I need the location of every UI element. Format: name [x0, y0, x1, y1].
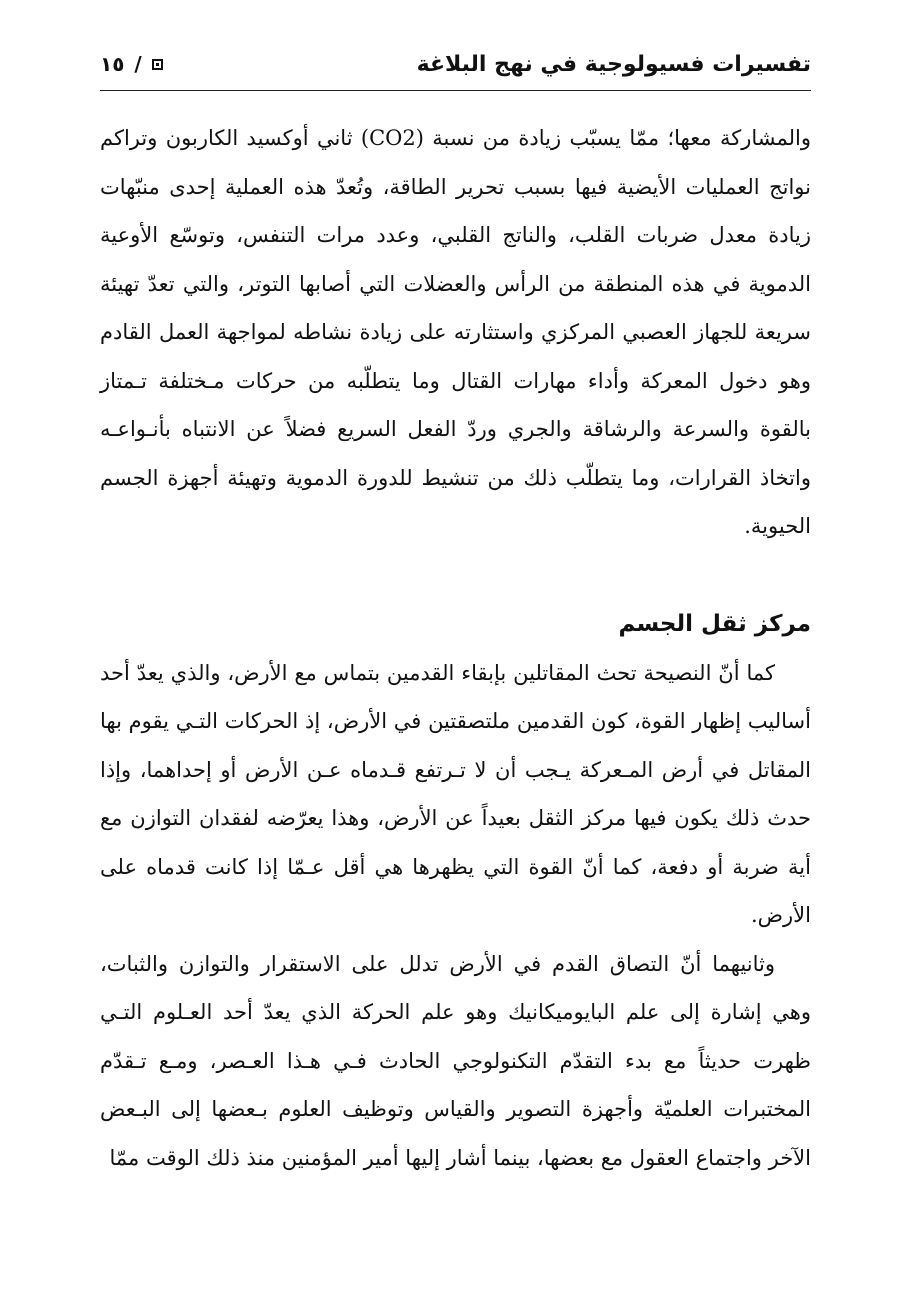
page-separator: /	[134, 52, 142, 76]
book-title: تفسيرات فسيولوجية في نهج البلاغة	[416, 51, 811, 77]
page-body	[100, 114, 811, 1182]
paragraph: كما أنّ النصيحة تحث المقاتلين بإبقاء القدمين بتماس مع الأرض، والذي يعدّ أحد أساليب إظهار القوة، كون القدمين ملتصقتين في الأرض، إذ الحركات التـي يقوم بها المقاتل في أرض المـعركة يـجب أن لا تـرتفع قـدماه عـن الأرض أو إحداهما، وإذا حدث ذلك يكون فيها مركز الثقل بعيداً عن الأرض، وهذا يعرّضه لفقدان التوازن مع أية ضربة أو دفعة، كما أنّ القوة التي يظهرها هي أقل عـمّا إذا كانت قدماه على الأرض.	[100, 660, 811, 927]
paragraph-continued: والمشاركة معها؛ ممّا يسبّب زيادة من نسبة (CO2) ثاني أوكسيد الكاربون وتراكم نواتج العمليات الأيضية فيها بسبب تحرير الطاقة، وتُعدّ هذه العملية إحدى منبّهات زيادة معدل ضربات القلب، والناتج القلبي، وعدد مرات التنفس، وتوسّع الأوعية الدموية في هذه المنطقة من الرأس والعضلات التي أصابها التوتر، والتي تعدّ تهيئة سريعة للجهاز العصبي المركزي واستثارته على زيادة نشاطه لمواجهة العمل القادم وهو دخول المعركة وأداء مهارات القتال وما يتطلّبه من حركات مـختلفة تـمتاز بالقوة والسرعة والرشاقة والجري وردّ الفعل السريع فضلاً عن الانتباه بأنـواعـه واتخاذ القرارات، وما يتطلّب ذلك من تنشيط للدورة الدموية وتهيئة أجهزة الجسم الحيوية.	[100, 126, 811, 538]
section-heading: مركز ثقل الجسم	[618, 610, 811, 637]
ornament-square-icon	[152, 59, 163, 70]
page-number: ١٥	[100, 52, 125, 76]
page-number-block	[100, 52, 163, 80]
paragraph: وثانيهما أنّ التصاق القدم في الأرض تدلل على الاستقرار والتوازن والثبات، وهي إشارة إلى علم البايوميكانيك وهو علم الحركة الذي يعدّ أحد العـلوم التـي ظهرت حديثاً مع بدء التقدّم التكنولوجي الحادث فـي هـذا العـصر، ومـع تـقدّم المختبرات العلميّة وأجهزة التصوير والقياس وتوظيف العلوم بـعضها إلى البـعض الآخر واجتماع العقول مع بعضها، بينما أشار إليها أمير المؤمنين منذ ذلك الوقت ممّا	[100, 951, 811, 1170]
running-header	[100, 42, 811, 91]
